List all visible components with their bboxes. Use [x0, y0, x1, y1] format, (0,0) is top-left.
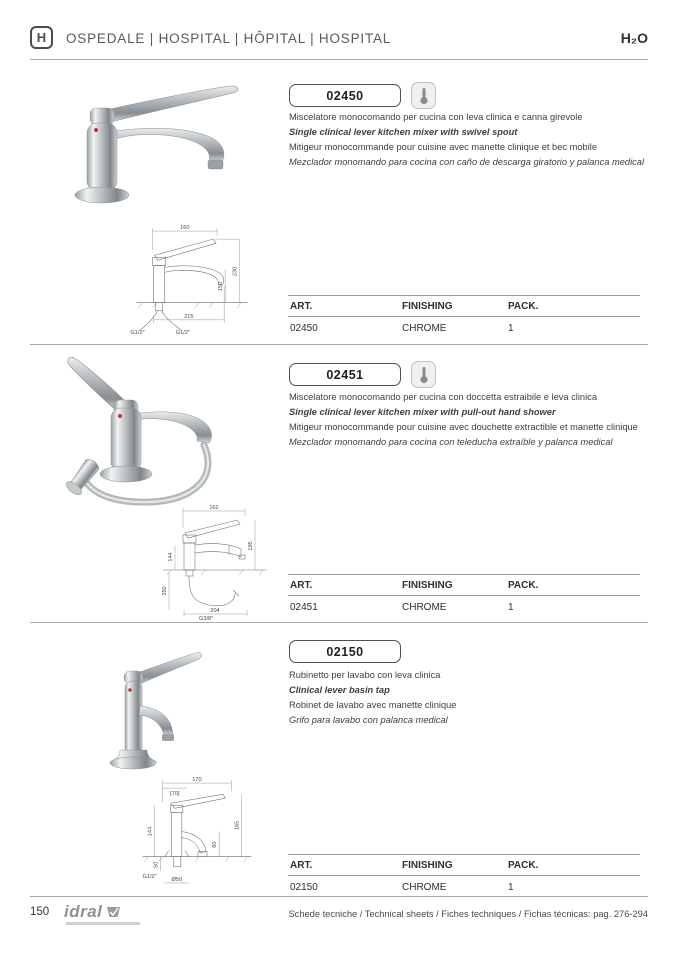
description-it: Miscelatore monocomando per cucina con leva clinica e canna girevole [289, 112, 583, 122]
series-label: H₂O [620, 30, 648, 46]
idral-logo-tagline [66, 922, 140, 925]
spec-table [288, 854, 640, 895]
idral-logo-emblem [106, 906, 121, 918]
description-es: Mezclador monomando para cocina con teleducha extraíble y palanca medical [289, 437, 613, 447]
spec-table-header [288, 854, 640, 876]
svg-text:60: 60 [212, 841, 219, 848]
table-header-cell: FINISHING [402, 301, 453, 312]
idral-logo-text: idral [64, 902, 103, 921]
svg-text:G1/2": G1/2" [130, 329, 145, 336]
svg-text:215: 215 [184, 313, 194, 320]
spec-table-header [288, 295, 640, 317]
table-cell-art: 02451 [290, 602, 318, 613]
product-code: 02150 [326, 644, 364, 659]
svg-text:Ø50: Ø50 [171, 876, 183, 883]
footer-note: Schede tecniche / Technical sheets / Fiches techniques / Fichas técnicas: pag. 276-294 [288, 909, 648, 919]
svg-text:150: 150 [218, 281, 225, 292]
svg-text:170: 170 [192, 777, 202, 784]
svg-text:160: 160 [180, 225, 190, 232]
svg-text:G1/2": G1/2" [175, 329, 190, 336]
description-it: Rubinetto per lavabo con leva clinica [289, 670, 441, 680]
product-descriptions [289, 110, 649, 170]
description-en: Single clinical lever kitchen mixer with pull-out hand shower [289, 407, 556, 417]
table-row [288, 317, 640, 336]
product-code: 02450 [326, 88, 364, 103]
table-cell-finishing: CHROME [402, 882, 447, 893]
svg-text:195: 195 [248, 541, 254, 551]
footer-divider [30, 896, 648, 897]
description-en: Clinical lever basin tap [289, 685, 390, 695]
svg-text:50: 50 [153, 861, 160, 868]
product-photo-02450 [26, 68, 276, 220]
product-code-badge [289, 363, 401, 386]
table-cell-finishing: CHROME [402, 602, 447, 613]
hospital-icon-letter: H [36, 30, 47, 45]
svg-text:165: 165 [234, 820, 241, 831]
table-row [288, 876, 640, 895]
table-header-cell: ART. [290, 860, 313, 871]
table-header-cell: FINISHING [402, 580, 453, 591]
table-cell-pack: 1 [508, 323, 514, 334]
product-descriptions [289, 390, 649, 450]
description-fr: Robinet de lavabo avec manette clinique [289, 700, 457, 710]
svg-text:G3/8": G3/8" [199, 616, 214, 620]
svg-text:144: 144 [147, 826, 154, 837]
header-divider [30, 59, 648, 60]
product-photo-02150 [40, 640, 215, 778]
svg-text:144: 144 [168, 552, 174, 562]
technical-drawing-02451 [155, 502, 300, 620]
table-header-cell: PACK. [508, 301, 539, 312]
thermometer-glyph [418, 366, 430, 384]
svg-text:230: 230 [232, 266, 239, 277]
spec-table [288, 574, 640, 615]
table-cell-finishing: CHROME [402, 323, 447, 334]
technical-drawing-02150 [128, 774, 280, 893]
description-es: Mezclador monomando para cocina con caño de descarga giratorio y palanca medical [289, 157, 645, 167]
table-cell-art: 02150 [290, 882, 318, 893]
description-fr: Mitigeur monocommande pour cuisine avec douchette extractible et manette clinique [289, 422, 638, 432]
technical-drawing-02450 [128, 222, 280, 341]
svg-text:G1/2": G1/2" [142, 873, 157, 880]
table-header-cell: ART. [290, 301, 313, 312]
table-header-cell: FINISHING [402, 860, 453, 871]
table-row [288, 596, 640, 615]
table-header-cell: PACK. [508, 860, 539, 871]
product-code-badge [289, 84, 401, 107]
product-photo-02451 [26, 350, 276, 520]
spec-table [288, 295, 640, 336]
section-divider [30, 344, 648, 345]
description-it: Miscelatore monocomando per cucina con doccetta estraibile e leva clinica [289, 392, 597, 402]
table-cell-pack: 1 [508, 602, 514, 613]
thermometer-icon [411, 82, 436, 109]
section-divider [30, 622, 648, 623]
svg-text:[70]: [70] [170, 791, 180, 798]
table-header-cell: PACK. [508, 580, 539, 591]
spec-table-header [288, 574, 640, 596]
product-descriptions [289, 668, 649, 728]
description-en: Single clinical lever kitchen mixer with swivel spout [289, 127, 518, 137]
description-fr: Mitigeur monocommande pour cuisine avec manette clinique et bec mobile [289, 142, 597, 152]
product-code-badge [289, 640, 401, 663]
thermometer-icon [411, 361, 436, 388]
idral-logo [64, 902, 121, 922]
svg-text:350: 350 [162, 586, 168, 596]
page-title: OSPEDALE | HOSPITAL | HÔPITAL | HOSPITAL [66, 31, 392, 46]
svg-text:204: 204 [210, 608, 220, 614]
hospital-category-icon [30, 26, 53, 49]
thermometer-glyph [418, 87, 430, 105]
product-code: 02451 [326, 367, 364, 382]
table-cell-art: 02450 [290, 323, 318, 334]
table-cell-pack: 1 [508, 882, 514, 893]
description-es: Grifo para lavabo con palanca medical [289, 715, 448, 725]
page-number: 150 [30, 906, 50, 918]
svg-text:162: 162 [209, 505, 219, 511]
table-header-cell: ART. [290, 580, 313, 591]
